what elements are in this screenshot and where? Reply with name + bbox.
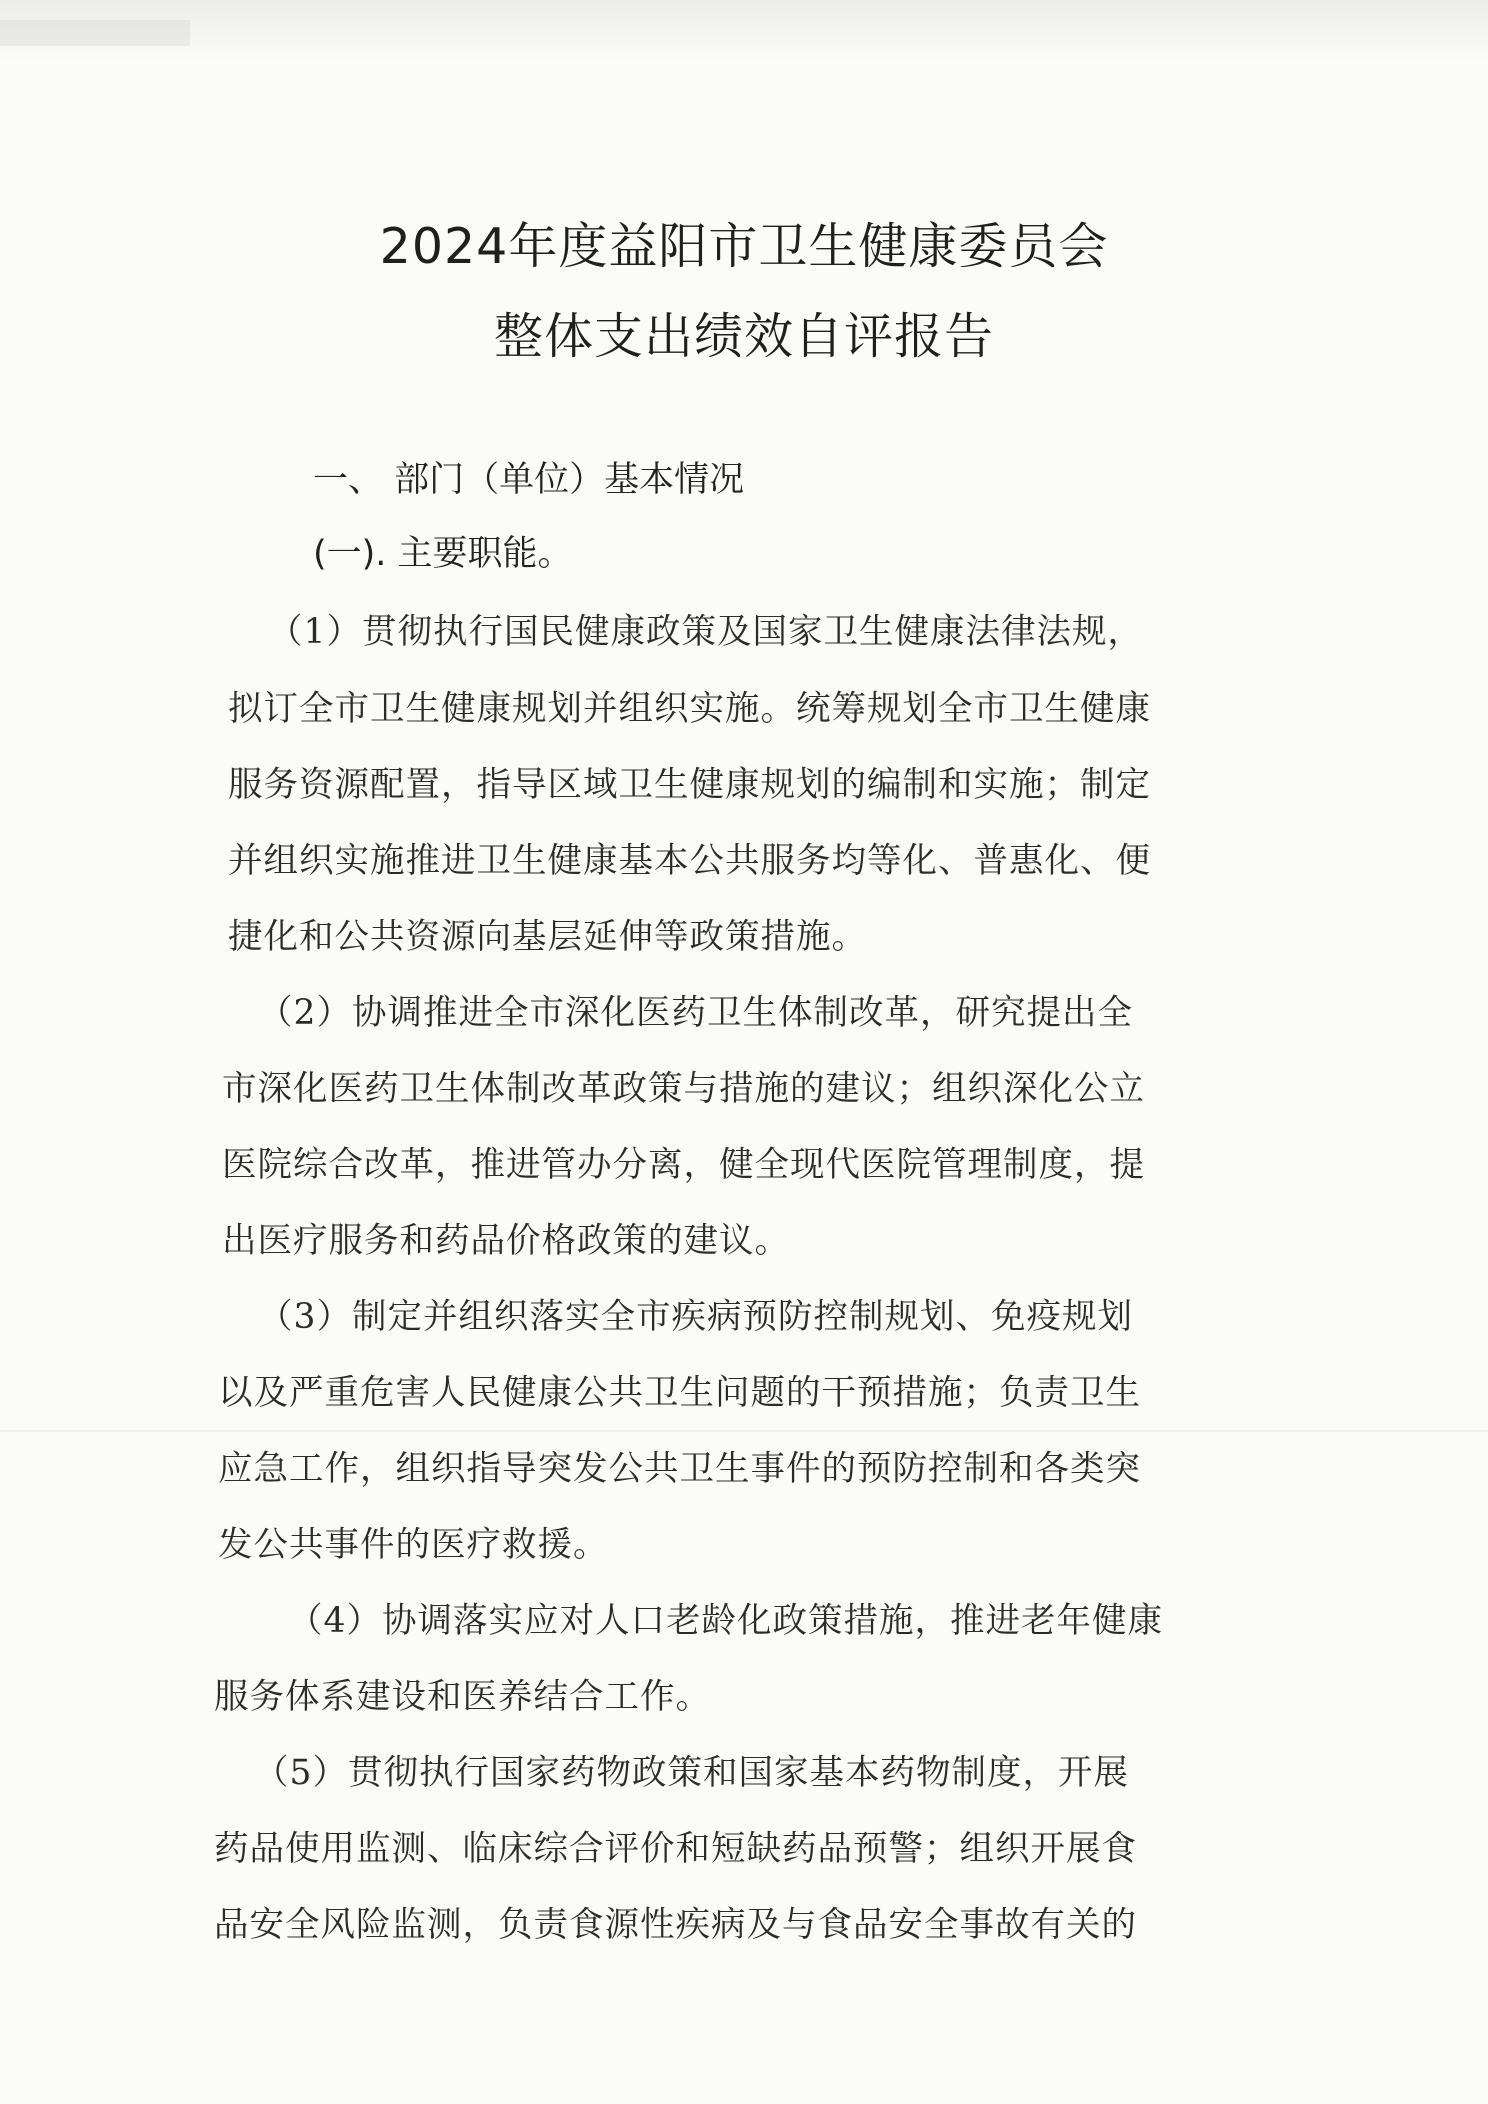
body-line: 服务资源配置，指导区域卫生健康规划的编制和实施；制定 xyxy=(228,765,1151,805)
body-line: （2）协调推进全市深化医药卫生体制改革，研究提出全 xyxy=(258,993,1133,1033)
body-line: 服务体系建设和医养结合工作。 xyxy=(214,1677,711,1717)
paper-fold-line xyxy=(0,1430,1488,1432)
body-line: 发公共事件的医疗救援。 xyxy=(218,1525,609,1565)
body-line: 拟订全市卫生健康规划并组织实施。统筹规划全市卫生健康 xyxy=(228,689,1151,729)
body-line: 市深化医药卫生体制改革政策与措施的建议；组织深化公立 xyxy=(222,1069,1145,1109)
section-heading: 一、 部门（单位）基本情况 xyxy=(313,460,745,500)
body-line: 应急工作，组织指导突发公共卫生事件的预防控制和各类突 xyxy=(218,1449,1141,1489)
body-line: （5）贯彻执行国家药物政策和国家基本药物制度，开展 xyxy=(254,1753,1129,1793)
scan-margin-mark xyxy=(0,20,190,46)
document-title-line-1: 2024年度益阳市卫生健康委员会 xyxy=(379,218,1109,275)
subsection-heading: (一). 主要职能。 xyxy=(313,534,573,574)
body-line: 并组织实施推进卫生健康基本公共服务均等化、普惠化、便 xyxy=(228,841,1151,881)
body-line: （3）制定并组织落实全市疾病预防控制规划、免疫规划 xyxy=(258,1297,1133,1337)
body-line: （1）贯彻执行国民健康政策及国家卫生健康法律法规， xyxy=(268,612,1143,652)
scan-edge-shadow xyxy=(0,0,1488,60)
body-line: 药品使用监测、临床综合评价和短缺药品预警；组织开展食 xyxy=(214,1829,1137,1869)
body-line: 以及严重危害人民健康公共卫生问题的干预措施；负责卫生 xyxy=(218,1373,1141,1413)
body-line: 出医疗服务和药品价格政策的建议。 xyxy=(222,1221,790,1261)
body-line: （4）协调落实应对人口老龄化政策措施，推进老年健康 xyxy=(288,1601,1163,1641)
body-line: 捷化和公共资源向基层延伸等政策措施。 xyxy=(228,917,867,957)
body-line: 医院综合改革，推进管办分离，健全现代医院管理制度，提 xyxy=(222,1145,1145,1185)
body-line: 品安全风险监测，负责食源性疾病及与食品安全事故有关的 xyxy=(214,1905,1137,1945)
document-title-line-2: 整体支出绩效自评报告 xyxy=(493,308,994,365)
